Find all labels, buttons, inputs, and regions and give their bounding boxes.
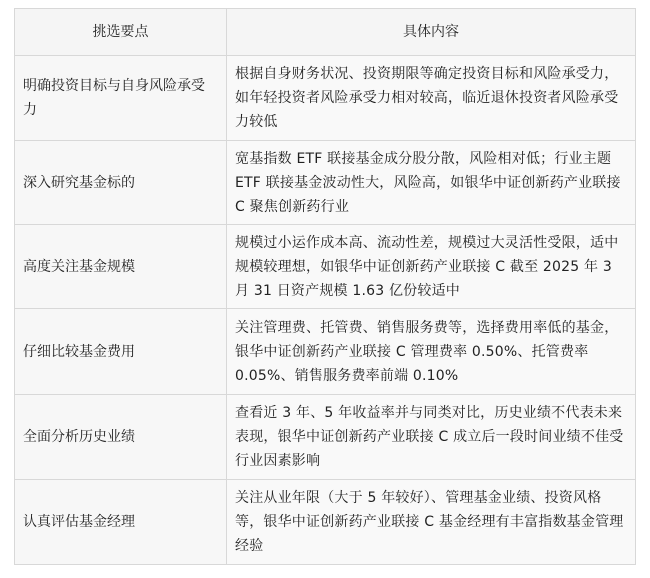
row-content: 关注管理费、托管费、销售服务费等，选择费用率低的基金，银华中证创新药产业联接 C 管理费率 0.50%、托管费率 0.05%、销售服务费率前端 0.10% — [227, 309, 636, 395]
row-point: 全面分析历史业绩 — [15, 395, 227, 480]
table-row — [15, 56, 636, 141]
selection-table-container — [14, 8, 636, 565]
row-content: 宽基指数 ETF 联接基金成分股分散，风险相对低；行业主题 ETF 联接基金波动性大，风险高，如银华中证创新药产业联接 C 聚焦创新药行业 — [227, 141, 636, 225]
row-content: 查看近 3 年、5 年收益率并与同类对比，历史业绩不代表未来表现，银华中证创新药产业联接 C 成立后一段时间业绩不佳受行业因素影响 — [227, 395, 636, 480]
fund-selection-table — [14, 8, 636, 565]
table-row — [15, 480, 636, 565]
table-row — [15, 309, 636, 395]
row-point: 深入研究基金标的 — [15, 141, 227, 225]
header-details: 具体内容 — [227, 9, 636, 56]
table-row — [15, 395, 636, 480]
row-point: 明确投资目标与自身风险承受力 — [15, 56, 227, 141]
row-content: 根据自身财务状况、投资期限等确定投资目标和风险承受力，如年轻投资者风险承受力相对较高，临近退休投资者风险承受力较低 — [227, 56, 636, 141]
table-row — [15, 225, 636, 309]
row-point: 仔细比较基金费用 — [15, 309, 227, 395]
row-content: 规模过小运作成本高、流动性差，规模过大灵活性受限，适中规模较理想，如银华中证创新药产业联接 C 截至 2025 年 3 月 31 日资产规模 1.63 亿份较适中 — [227, 225, 636, 309]
header-selection-point: 挑选要点 — [15, 9, 227, 56]
row-content: 关注从业年限（大于 5 年较好）、管理基金业绩、投资风格等，银华中证创新药产业联接 C 基金经理有丰富指数基金管理经验 — [227, 480, 636, 565]
row-point: 高度关注基金规模 — [15, 225, 227, 309]
row-point: 认真评估基金经理 — [15, 480, 227, 565]
table-header-row — [15, 9, 636, 56]
table-row — [15, 141, 636, 225]
